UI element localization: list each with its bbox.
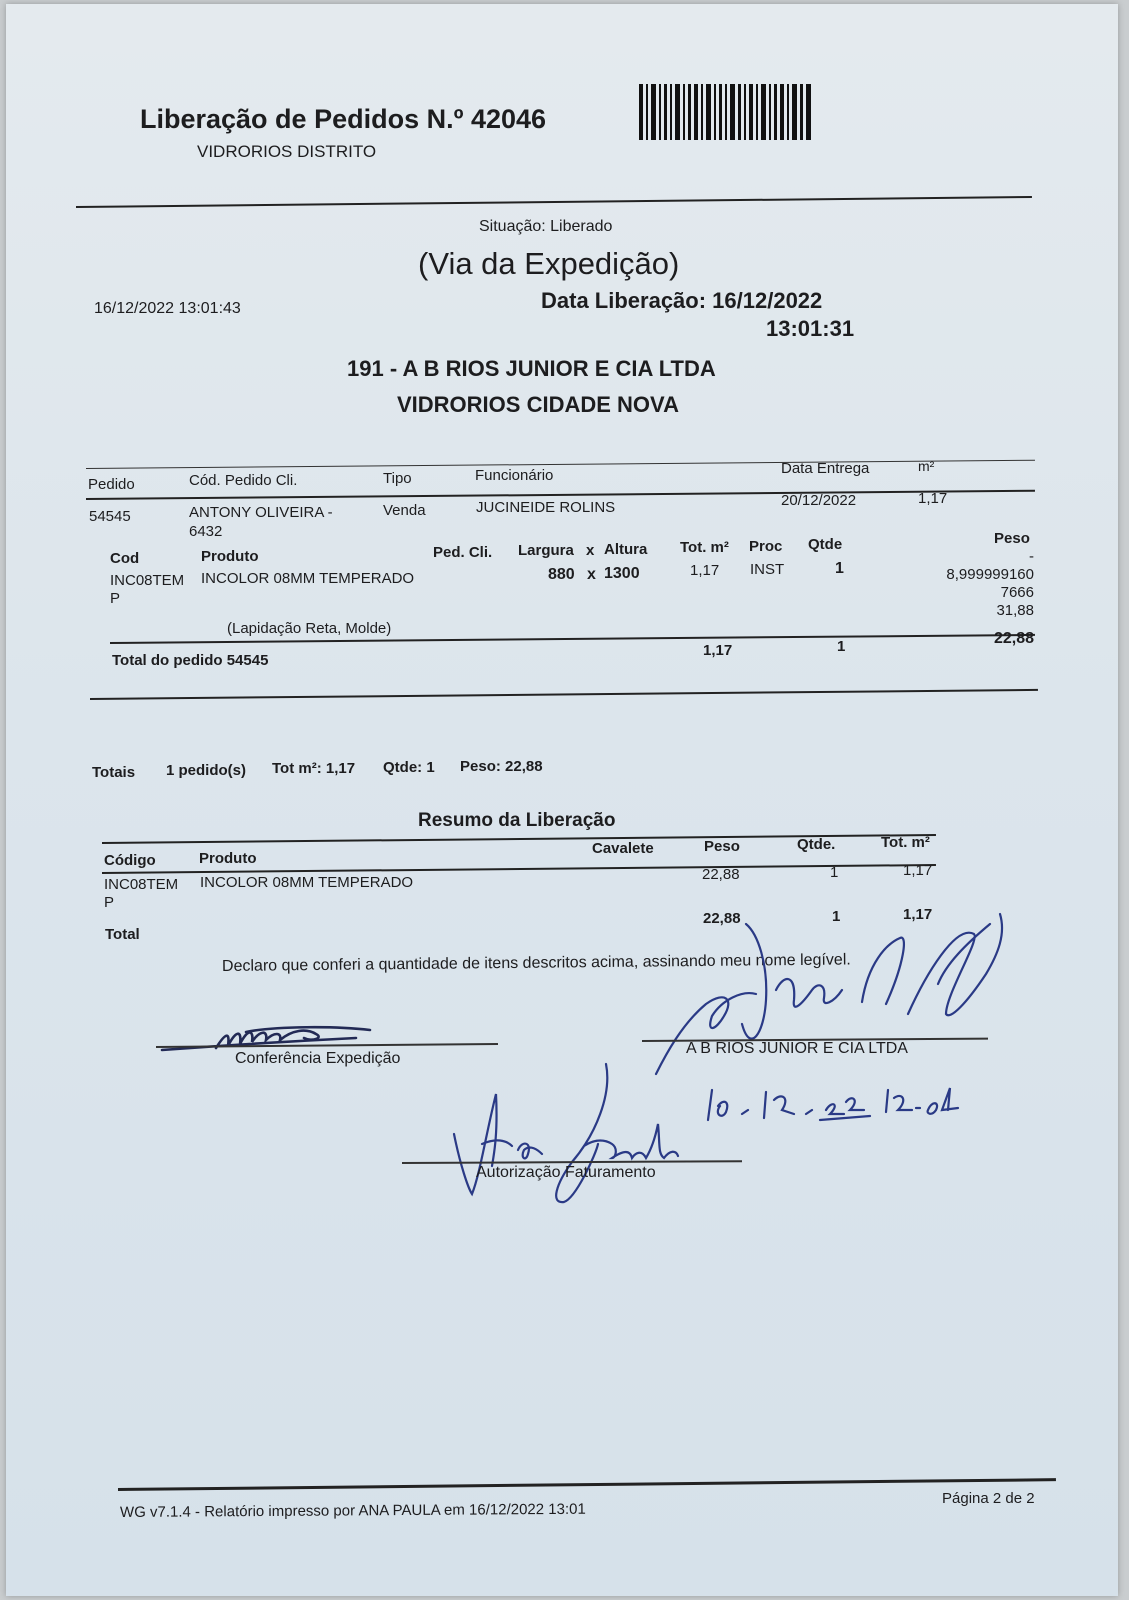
item-peso-dash: - (1029, 548, 1034, 565)
header-divider (76, 196, 1032, 208)
m2-value: 1,17 (918, 490, 948, 507)
autorizacao-signature (446, 1054, 686, 1214)
col-tot-m2: Tot. m² (680, 539, 729, 556)
col-proc: Proc (749, 538, 783, 555)
col-altura: Altura (604, 541, 648, 558)
autorizacao-label: Autorização Faturamento (476, 1164, 656, 1181)
resumo-peso: 22,88 (702, 866, 740, 883)
client-name: 191 - A B RIOS JUNIOR E CIA LTDA (347, 356, 716, 381)
company-name: VIDRORIOS DISTRITO (197, 142, 377, 161)
item-qtde: 1 (835, 560, 844, 577)
client-signature-label: A B RIOS JUNIOR E CIA LTDA (686, 1040, 908, 1057)
resumo-col-produto: Produto (199, 850, 257, 867)
col-cod: Cod (110, 550, 140, 567)
item-peso-line2: 7666 (1000, 584, 1034, 601)
footer-divider (118, 1478, 1056, 1491)
item-peso-line1: 8,999999160 (946, 566, 1034, 583)
resumo-total-tot-m2: 1,17 (903, 906, 933, 923)
item-proc: INST (750, 561, 785, 578)
order-total-m2: 1,17 (703, 642, 733, 659)
col-pedido: Pedido (88, 476, 135, 493)
barcode-icon (639, 84, 819, 140)
via-label: (Via da Expedição) (418, 246, 680, 281)
footer-printed-by: WG v7.1.4 - Relatório impresso por ANA PAULA em 16/12/2022 13:01 (119, 1500, 586, 1521)
item-cod: INC08TEM (110, 572, 185, 589)
item-produto: INCOLOR 08MM TEMPERADO (201, 570, 415, 587)
item-cod-cont: P (110, 590, 121, 607)
resumo-total-peso: 22,88 (703, 910, 741, 927)
funcionario-value: JUCINEIDE ROLINS (476, 499, 616, 516)
resumo-qtde: 1 (830, 864, 839, 881)
item-x: x (587, 566, 596, 583)
order-block-bottom-rule (90, 689, 1038, 700)
col-m2: m² (918, 458, 935, 474)
resumo-codigo: INC08TEM (104, 876, 179, 893)
cod-pedido-cli-value-cont: 6432 (189, 523, 223, 540)
client-store: VIDRORIOS CIDADE NOVA (397, 392, 679, 417)
resumo-col-codigo: Código (104, 852, 156, 869)
col-ped-cli: Ped. Cli. (433, 544, 493, 561)
item-processing: (Lapidação Reta, Molde) (227, 620, 392, 637)
handwritten-date (702, 1080, 962, 1130)
footer-page-number: Página 2 de 2 (942, 1490, 1035, 1507)
resumo-title: Resumo da Liberação (418, 810, 616, 831)
totais-tot-m2: Tot m²: 1,17 (272, 760, 356, 777)
resumo-col-cavalete: Cavalete (592, 840, 654, 857)
col-x: x (586, 542, 595, 559)
col-qtde: Qtde (808, 536, 843, 553)
data-liberacao-time: 13:01:31 (766, 316, 855, 341)
situacao: Situação: Liberado (479, 218, 613, 235)
resumo-total-qtde: 1 (832, 908, 841, 925)
item-altura: 1300 (604, 565, 640, 582)
col-largura: Largura (518, 542, 574, 559)
col-produto: Produto (201, 548, 259, 565)
col-cod-pedido-cli: Cód. Pedido Cli. (189, 472, 298, 489)
item-tot-m2: 1,17 (690, 562, 720, 579)
resumo-codigo-cont: P (104, 894, 115, 911)
tipo-value: Venda (383, 502, 426, 519)
cod-pedido-cli-value: ANTONY OLIVEIRA - (189, 504, 333, 521)
resumo-total-label: Total (105, 926, 140, 943)
declaration-text: Declaro que conferi a quantidade de itens descritos acima, assinando meu nome legível. (221, 951, 851, 975)
pedido-value: 54545 (89, 508, 131, 525)
totais-pedidos: 1 pedido(s) (166, 762, 247, 779)
col-peso: Peso (994, 530, 1030, 547)
print-datetime: 16/12/2022 13:01:43 (94, 300, 241, 317)
data-entrega-value: 20/12/2022 (781, 492, 857, 509)
order-table-top-rule (86, 460, 1035, 469)
resumo-produto: INCOLOR 08MM TEMPERADO (200, 874, 414, 891)
resumo-col-qtde: Qtde. (797, 836, 836, 853)
item-largura: 880 (548, 566, 575, 583)
totais-qtde: Qtde: 1 (383, 759, 435, 776)
order-total-qtde: 1 (837, 638, 846, 655)
document-page (6, 4, 1118, 1596)
report-title: Liberação de Pedidos N.º 42046 (140, 104, 547, 134)
col-data-entrega: Data Entrega (781, 460, 870, 477)
conferencia-label: Conferência Expedição (235, 1050, 401, 1067)
col-tipo: Tipo (383, 470, 412, 487)
resumo-col-peso: Peso (704, 838, 740, 855)
resumo-col-tot-m2: Tot. m² (881, 834, 930, 851)
totais-peso: Peso: 22,88 (460, 758, 543, 775)
order-total-peso: 22,88 (993, 630, 1034, 647)
order-total-label: Total do pedido 54545 (112, 652, 269, 669)
client-signature (646, 904, 1026, 1094)
resumo-tot-m2: 1,17 (903, 862, 933, 879)
col-funcionario: Funcionário (475, 467, 554, 484)
item-peso-line3: 31,88 (996, 602, 1034, 619)
data-liberacao: Data Liberação: 16/12/2022 (541, 288, 823, 313)
totais-label: Totais (92, 764, 136, 781)
